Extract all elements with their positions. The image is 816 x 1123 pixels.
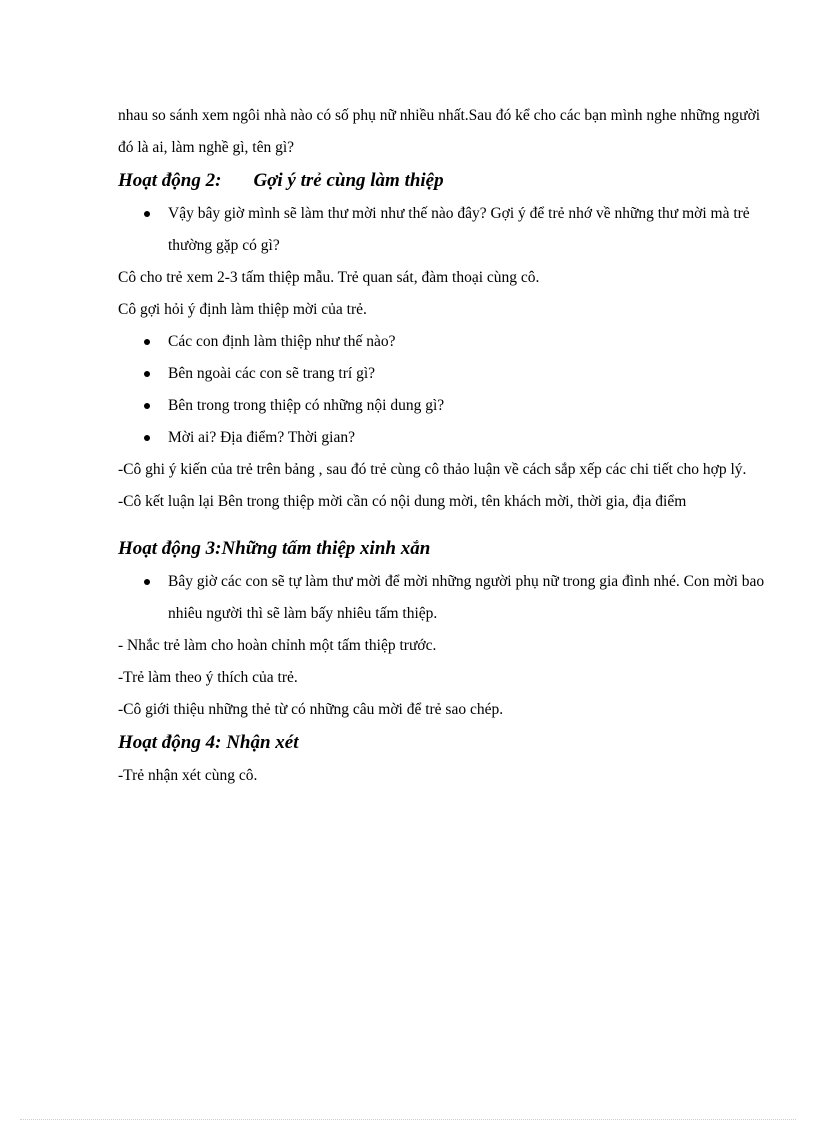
document-body — [118, 100, 768, 792]
section-2-bullets — [118, 198, 768, 262]
question-item: Bên trong trong thiệp có những nội dung gì? — [168, 390, 768, 422]
section-2-line-3: -Cô ghi ý kiến của trẻ trên bảng , sau đó trẻ cùng cô thảo luận về cách sắp xếp các chi tiết cho hợp lý. — [118, 461, 747, 478]
question-item: Các con định làm thiệp như thế nào? — [168, 326, 768, 358]
section-2-line-2: Cô gợi hỏi ý định làm thiệp mời của trẻ. — [118, 301, 367, 318]
section-2-bullet: Vậy bây giờ mình sẽ làm thư mời như thế nào đây? Gợi ý để trẻ nhớ về những thư mời mà trẻ thường gặp có gì? — [168, 198, 768, 262]
section-2-line-4: -Cô kết luận lại Bên trong thiệp mời cần có nội dung mời, tên khách mời, thời gia, địa điểm — [118, 493, 687, 510]
section-4-heading: Hoạt động 4: Nhận xét — [118, 732, 299, 753]
section-3-bullets — [118, 566, 768, 630]
section-3-line-1: - Nhắc trẻ làm cho hoàn chỉnh một tấm thiệp trước. — [118, 637, 437, 654]
page-bottom-divider — [20, 1119, 796, 1120]
section-2-label: Hoạt động 2: — [118, 170, 222, 191]
section-2-heading — [118, 164, 768, 198]
section-4-line-1: -Trẻ nhận xét cùng cô. — [118, 767, 258, 784]
question-item: Bên ngoài các con sẽ trang trí gì? — [168, 358, 768, 390]
section-2-title: Gợi ý trẻ cùng làm thiệp — [253, 170, 444, 191]
section-3-line-2: -Trẻ làm theo ý thích của trẻ. — [118, 669, 298, 686]
blank-line — [118, 518, 768, 532]
section-3-bullet: Bây giờ các con sẽ tự làm thư mời để mời những người phụ nữ trong gia đình nhé. Con mời bao nhiêu người thì sẽ làm bấy nhiêu tấm thiệp. — [168, 566, 768, 630]
section-3-heading: Hoạt động 3:Những tấm thiệp xinh xắn — [118, 538, 431, 559]
question-list — [118, 326, 768, 454]
intro-paragraph: nhau so sánh xem ngôi nhà nào có số phụ nữ nhiều nhất.Sau đó kể cho các bạn mình nghe những người đó là ai, làm nghề gì, tên gì? — [118, 107, 761, 156]
section-3-line-3: -Cô giới thiệu những thẻ từ có những câu mời để trẻ sao chép. — [118, 701, 504, 718]
question-item: Mời ai? Địa điểm? Thời gian? — [168, 422, 768, 454]
section-2-line-1: Cô cho trẻ xem 2-3 tấm thiệp mẫu. Trẻ quan sát, đàm thoại cùng cô. — [118, 269, 540, 286]
